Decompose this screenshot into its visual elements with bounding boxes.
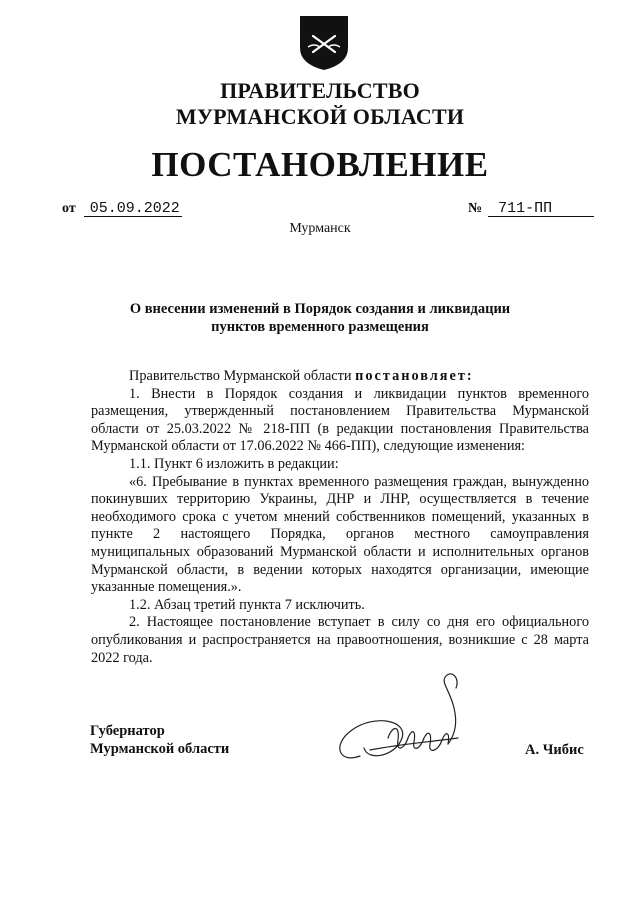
handwritten-signature xyxy=(330,668,480,788)
subject-line1: О внесении изменений в Порядок создания и ликвидации xyxy=(129,301,511,317)
intro-verb: постановляет: xyxy=(355,368,474,384)
paragraph-1: 1. Внести в Порядок создания и ликвидации пунктов временного размещения, утвержденный постановлением Правительства Мурманской области от 25.03.2022 № 218-ПП (в редакции постановления Правительства Мурманской области от 17.06.2022 № 466-ПП), следующие изменения: xyxy=(91,385,589,455)
number-value: 711-ПП xyxy=(488,201,594,217)
coat-of-arms-icon xyxy=(298,14,350,72)
document-body xyxy=(91,368,589,667)
paragraph-quote: «6. Пребывание в пунктах временного размещения граждан, вынужденно покинувших территорию Украины, ДНР и ЛНР, осуществляется в течение необходимого срока с учетом мнений собственников помещений, указанных в пункте 2 настоящего Порядка, органов местного самоуправления муниципальных образований Мурманской области и исполнительных органов Мурманской области, в ведении которых находятся организации, имеющие указанные помещения.». xyxy=(91,473,589,596)
paragraph-1-1: 1.1. Пункт 6 изложить в редакции: xyxy=(129,455,339,472)
paragraph-1-2: 1.2. Абзац третий пункта 7 исключить. xyxy=(129,596,365,613)
signer-position-line1: Губернатор xyxy=(90,723,165,739)
organization-name-line1: ПРАВИТЕЛЬСТВО xyxy=(220,78,420,103)
signer-name: А. Чибис xyxy=(525,742,584,758)
document-type: ПОСТАНОВЛЕНИЕ xyxy=(151,145,489,184)
number-row xyxy=(468,201,594,217)
number-label: № xyxy=(468,201,483,216)
organization-name-line2: МУРМАНСКОЙ ОБЛАСТИ xyxy=(175,104,465,129)
intro-prefix: Правительство Мурманской области xyxy=(129,368,352,384)
city: Мурманск xyxy=(289,221,351,236)
date-row xyxy=(62,201,182,217)
signer-position-line2: Мурманской области xyxy=(90,741,230,757)
signer-position xyxy=(90,722,229,758)
date-label: от xyxy=(62,201,76,216)
date-value: 05.09.2022 xyxy=(84,201,182,217)
intro-paragraph xyxy=(91,368,589,386)
subject-line2: пунктов временного размещения xyxy=(211,319,429,335)
paragraph-2: 2. Настоящее постановление вступает в силу со дня его официального опубликования и распространяется на правоотношения, возникшие с 28 марта 2022 года. xyxy=(91,614,589,666)
document-subject xyxy=(0,300,640,336)
